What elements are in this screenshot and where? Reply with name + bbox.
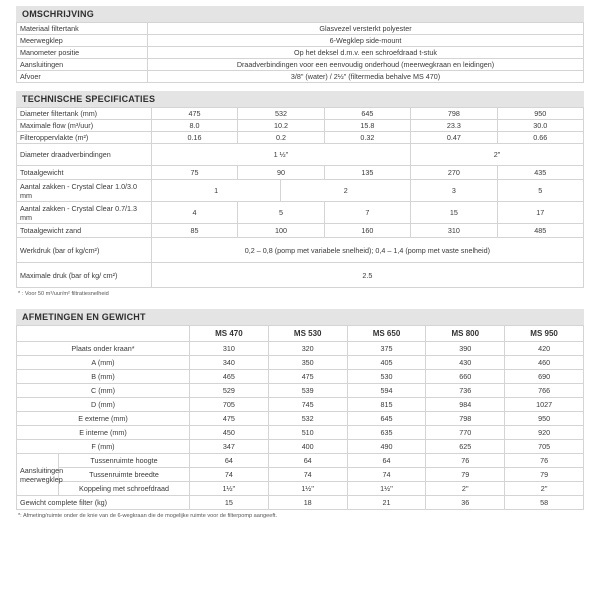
cell: 15: [411, 202, 497, 224]
specs-footnote: * : Voor 50 m³/uur/m² filtratiesnelheid: [18, 291, 109, 297]
cell: 645: [324, 108, 410, 120]
cell: 2.5: [151, 263, 583, 288]
cell: 350: [268, 356, 347, 370]
cell: 5: [238, 202, 324, 224]
cell: 736: [426, 384, 505, 398]
cell: 420: [505, 342, 584, 356]
row-label: Koppeling met schroefdraad: [59, 482, 190, 496]
cell: 75: [151, 166, 237, 180]
cell: 815: [347, 398, 426, 412]
cell: 76: [426, 454, 505, 468]
cell: 1: [151, 180, 281, 202]
cell: 1½'': [268, 482, 347, 496]
cell: 532: [268, 412, 347, 426]
cell: 645: [347, 412, 426, 426]
afmetingen-footnote: *: Afmeting/ruimte onder de knie van de 6-wegkraan die de mogelijke ruimte voor de filterpomp aangeeft.: [18, 513, 278, 519]
row-label: Filteroppervlakte (m²): [17, 132, 152, 144]
cell: 485: [497, 224, 583, 238]
table-row: [17, 412, 584, 426]
cell: 594: [347, 384, 426, 398]
cell: 798: [426, 412, 505, 426]
row-label: Plaats onder kraan*: [17, 342, 190, 356]
table-row: [17, 356, 584, 370]
cell: 310: [411, 224, 497, 238]
cell: 0.2: [238, 132, 324, 144]
cell: 85: [151, 224, 237, 238]
cell: 340: [190, 356, 269, 370]
table-row: [17, 440, 584, 454]
cell: 0.66: [497, 132, 583, 144]
cell: 435: [497, 166, 583, 180]
cell: 90: [238, 166, 324, 180]
table-row: [17, 120, 584, 132]
cell: 160: [324, 224, 410, 238]
table-row: [17, 202, 584, 224]
table-row: [17, 454, 584, 468]
cell: 64: [268, 454, 347, 468]
table-row: [17, 342, 584, 356]
cell: 1½'': [347, 482, 426, 496]
row-label: Gewicht complete filter (kg): [17, 496, 190, 510]
cell: 8.0: [151, 120, 237, 132]
cell: 2'': [505, 482, 584, 496]
cell: 530: [347, 370, 426, 384]
cell: 705: [505, 440, 584, 454]
row-label: Maximale flow (m³/uur): [17, 120, 152, 132]
table-row: [17, 132, 584, 144]
row-label: Aantal zakken - Crystal Clear 1.0/3.0 mm: [17, 180, 152, 202]
cell: 705: [190, 398, 269, 412]
table-row: [17, 23, 584, 35]
cell: 2'': [426, 482, 505, 496]
cell: 23.3: [411, 120, 497, 132]
cell: 984: [426, 398, 505, 412]
cell: 347: [190, 440, 269, 454]
cell: 766: [505, 384, 584, 398]
row-label: Aansluitingen: [17, 59, 148, 71]
cell: 0.16: [151, 132, 237, 144]
cell: 405: [347, 356, 426, 370]
cell: 15: [190, 496, 269, 510]
cell: 0.47: [411, 132, 497, 144]
cell: 10.2: [238, 120, 324, 132]
header-empty: [17, 326, 190, 342]
cell: 400: [268, 440, 347, 454]
row-label: Aantal zakken - Crystal Clear 0.7/1.3 mm: [17, 202, 152, 224]
row-label: Tussenruimte breedte: [59, 468, 190, 482]
table-row: [17, 384, 584, 398]
row-label: Materiaal filtertank: [17, 23, 148, 35]
cell: 1027: [505, 398, 584, 412]
cell: 770: [426, 426, 505, 440]
cell: 465: [190, 370, 269, 384]
table-row: [17, 398, 584, 412]
row-label: D (mm): [17, 398, 190, 412]
table-row: [17, 59, 584, 71]
table-row: [17, 47, 584, 59]
cell: 21: [347, 496, 426, 510]
table-row: [17, 263, 584, 288]
row-value: Draadverbindingen voor een eenvoudig onderhoud (meerwegkraan en leidingen): [148, 59, 584, 71]
omschrijving-table: [16, 22, 584, 83]
table-row: [17, 370, 584, 384]
cell: 950: [505, 412, 584, 426]
column-header: MS 950: [505, 326, 584, 342]
cell: 660: [426, 370, 505, 384]
cell: 64: [190, 454, 269, 468]
cell: 745: [268, 398, 347, 412]
row-label: Werkdruk (bar of kg/cm²): [17, 238, 152, 263]
table-row: [17, 426, 584, 440]
cell: 2: [281, 180, 411, 202]
cell: 510: [268, 426, 347, 440]
table-row: [17, 180, 584, 202]
cell: 1½'': [190, 482, 269, 496]
cell: 7: [324, 202, 410, 224]
section-header-specs: TECHNISCHE SPECIFICATIES: [16, 91, 584, 107]
cell: 920: [505, 426, 584, 440]
column-header: MS 470: [190, 326, 269, 342]
cell: 625: [426, 440, 505, 454]
cell: 79: [426, 468, 505, 482]
cell: 74: [190, 468, 269, 482]
cell: 76: [505, 454, 584, 468]
table-row: [17, 238, 584, 263]
cell: 64: [347, 454, 426, 468]
specs-table: [16, 107, 584, 288]
cell: 5: [497, 180, 583, 202]
cell: 15.8: [324, 120, 410, 132]
cell: 74: [347, 468, 426, 482]
cell: 30.0: [497, 120, 583, 132]
cell: 450: [190, 426, 269, 440]
table-row: [17, 482, 584, 496]
column-header: MS 650: [347, 326, 426, 342]
table-row: [17, 35, 584, 47]
afmetingen-table: [16, 325, 584, 510]
cell: 36: [426, 496, 505, 510]
row-value: Op het deksel d.m.v. een schroefdraad t-stuk: [148, 47, 584, 59]
row-label: F (mm): [17, 440, 190, 454]
table-row: [17, 468, 584, 482]
cell: 475: [268, 370, 347, 384]
row-label: Maximale druk (bar of kg/ cm²): [17, 263, 152, 288]
section-header-omschrijving: OMSCHRIJVING: [16, 6, 584, 22]
cell: 430: [426, 356, 505, 370]
row-label: C (mm): [17, 384, 190, 398]
cell: 375: [347, 342, 426, 356]
cell: 310: [190, 342, 269, 356]
row-label: E externe (mm): [17, 412, 190, 426]
column-header: MS 530: [268, 326, 347, 342]
cell: 270: [411, 166, 497, 180]
cell: 529: [190, 384, 269, 398]
cell: 18: [268, 496, 347, 510]
table-row: [17, 496, 584, 510]
cell: 798: [411, 108, 497, 120]
cell: 0.32: [324, 132, 410, 144]
cell: 635: [347, 426, 426, 440]
cell: 0,2 – 0,8 (pomp met variabele snelheid); 0,4 – 1,4 (pomp met vaste snelheid): [151, 238, 583, 263]
row-label: Totaalgewicht zand: [17, 224, 152, 238]
cell: 532: [238, 108, 324, 120]
cell: 100: [238, 224, 324, 238]
table-row: [17, 71, 584, 83]
row-label: Diameter filtertank (mm): [17, 108, 152, 120]
row-label: Totaalgewicht: [17, 166, 152, 180]
cell: 135: [324, 166, 410, 180]
cell: 950: [497, 108, 583, 120]
table-header-row: [17, 326, 584, 342]
cell: 2": [411, 144, 584, 166]
row-value: 3/8" (water) / 2½" (filtermedia behalve MS 470): [148, 71, 584, 83]
group-label: Aansluitingen meerwegklep: [17, 454, 59, 496]
row-label: E interne (mm): [17, 426, 190, 440]
table-row: [17, 224, 584, 238]
cell: 4: [151, 202, 237, 224]
cell: 1 ½": [151, 144, 410, 166]
cell: 460: [505, 356, 584, 370]
cell: 58: [505, 496, 584, 510]
row-label: B (mm): [17, 370, 190, 384]
page: [16, 0, 584, 523]
cell: 539: [268, 384, 347, 398]
cell: 3: [411, 180, 497, 202]
cell: 490: [347, 440, 426, 454]
row-label: Afvoer: [17, 71, 148, 83]
table-row: [17, 144, 584, 166]
section-header-afmetingen: AFMETINGEN EN GEWICHT: [16, 309, 584, 325]
cell: 475: [190, 412, 269, 426]
cell: 79: [505, 468, 584, 482]
table-row: [17, 166, 584, 180]
row-label: Manometer positie: [17, 47, 148, 59]
table-row: [17, 108, 584, 120]
row-label: Tussenruimte hoogte: [59, 454, 190, 468]
column-header: MS 800: [426, 326, 505, 342]
cell: 320: [268, 342, 347, 356]
cell: 17: [497, 202, 583, 224]
cell: 74: [268, 468, 347, 482]
cell: 690: [505, 370, 584, 384]
cell: 390: [426, 342, 505, 356]
row-label: Diameter draadverbindingen: [17, 144, 152, 166]
row-label: A (mm): [17, 356, 190, 370]
cell: 475: [151, 108, 237, 120]
row-label: Meerwegklep: [17, 35, 148, 47]
row-value: Glasvezel versterkt polyester: [148, 23, 584, 35]
row-value: 6-Wegklep side-mount: [148, 35, 584, 47]
